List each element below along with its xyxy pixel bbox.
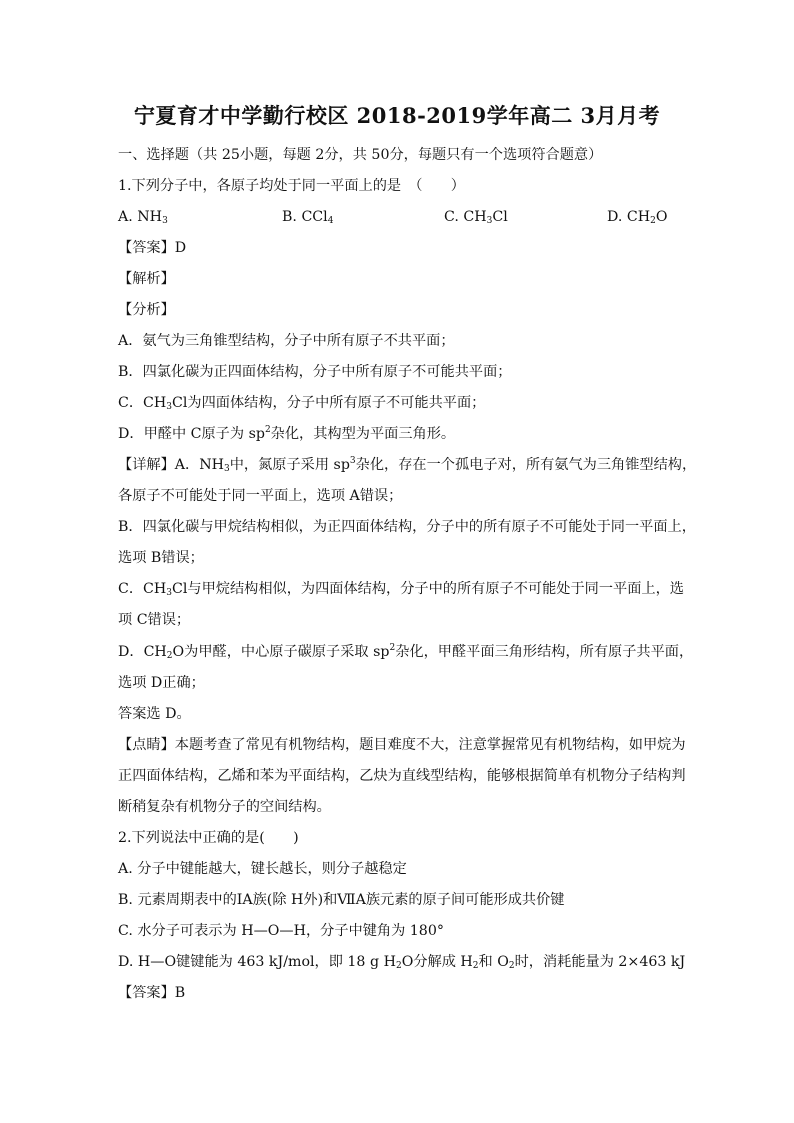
q2-option-d: D. H—O键键能为 463 kJ/mol，即 18 g $H_2O$分解成 $H_2$和 $O_2$时，消耗能量为 2×463 kJ bbox=[118, 954, 686, 971]
q1-comment-line2: 正四面体结构，乙烯和苯为平面结构，乙炔为直线型结构，能够根据简单有机物分子结构判 bbox=[118, 768, 686, 784]
q2-option-a: A. 分子中键能越大，键长越长，则分子越稳定 bbox=[118, 861, 407, 877]
q2-option-b: B. 元素周期表中的ⅠA族(除 H外)和ⅦA族元素的原子间可能形成共价键 bbox=[118, 892, 565, 908]
q1-option-c: C. $CH_3Cl$ bbox=[444, 209, 508, 226]
q1-fenxi-d: D．甲醛中 C原子为 $sp^2$杂化，其构型为平面三角形。 bbox=[118, 425, 456, 442]
q1-option-b: B. CCl$_4$ bbox=[282, 209, 334, 226]
q1-option-a: A. $NH_3$ bbox=[118, 209, 168, 226]
q1-detail-c-line2: 项 C错误； bbox=[118, 612, 191, 628]
q1-detail-b-line1: B．四氯化碳与甲烷结构相似，为正四面体结构，分子中的所有原子不可能处于同一平面上， bbox=[118, 519, 696, 535]
q2-stem: 2.下列说法中正确的是( ) bbox=[118, 830, 299, 846]
q1-detail-a-line1: 【详解】A．$NH_3$中，氮原子采用 $sp^3$杂化，存在一个孤电子对，所有氨气为三角锥型结构， bbox=[118, 456, 697, 474]
q1-comment-line3: 断稍复杂有机物分子的空间结构。 bbox=[118, 799, 331, 815]
q1-answer: 【答案】D bbox=[118, 240, 187, 256]
q1-detail-b-line2: 选项 B错误； bbox=[118, 550, 204, 566]
q1-detail-a-line2: 各原子不可能处于同一平面上，选项 A错误； bbox=[118, 488, 403, 504]
q1-analysis-label: 【解析】 bbox=[118, 271, 175, 287]
section-heading: 一、选择题（共 25小题，每题 2分，共 50分，每题只有一个选项符合题意） bbox=[118, 147, 603, 163]
q1-fenxi-c: C．$CH_3Cl$为四面体结构，分子中所有原子不可能共平面； bbox=[118, 395, 486, 412]
q1-option-d: D. $CH_2O$ bbox=[607, 209, 668, 226]
q1-detail-d-line2: 选项 D正确； bbox=[118, 675, 205, 691]
q1-stem: 1.下列分子中，各原子均处于同一平面上的是 （ ） bbox=[118, 178, 465, 194]
q1-comment-line1: 【点睛】本题考查了常见有机物结构，题目难度不大，注意掌握常见有机物结构，如甲烷为 bbox=[118, 737, 686, 753]
q1-detail-c-line1: C．$CH_3Cl$与甲烷结构相似，为四面体结构，分子中的所有原子不可能处于同一平面上，选 bbox=[118, 581, 684, 598]
q1-fenxi-b: B．四氯化碳为正四面体结构，分子中所有原子不可能共平面； bbox=[118, 364, 512, 380]
q1-fenxi-a: A．氨气为三角锥型结构，分子中所有原子不共平面； bbox=[118, 333, 455, 349]
q1-conclusion: 答案选 D。 bbox=[118, 706, 191, 722]
q1-detail-d-line1: D．$CH_2O$为甲醛，中心原子碳原子采取 $sp^2$杂化，甲醛平面三角形结构，所有原子共平面， bbox=[118, 643, 694, 661]
page-title: 宁夏育才中学勤行校区 2018-2019学年高二 3月月考 bbox=[133, 103, 661, 128]
q2-answer: 【答案】B bbox=[118, 985, 186, 1001]
q1-fenxi-label: 【分析】 bbox=[118, 302, 175, 318]
q2-option-c: C. 水分子可表示为 H—O—H，分子中键角为 180° bbox=[118, 923, 444, 939]
